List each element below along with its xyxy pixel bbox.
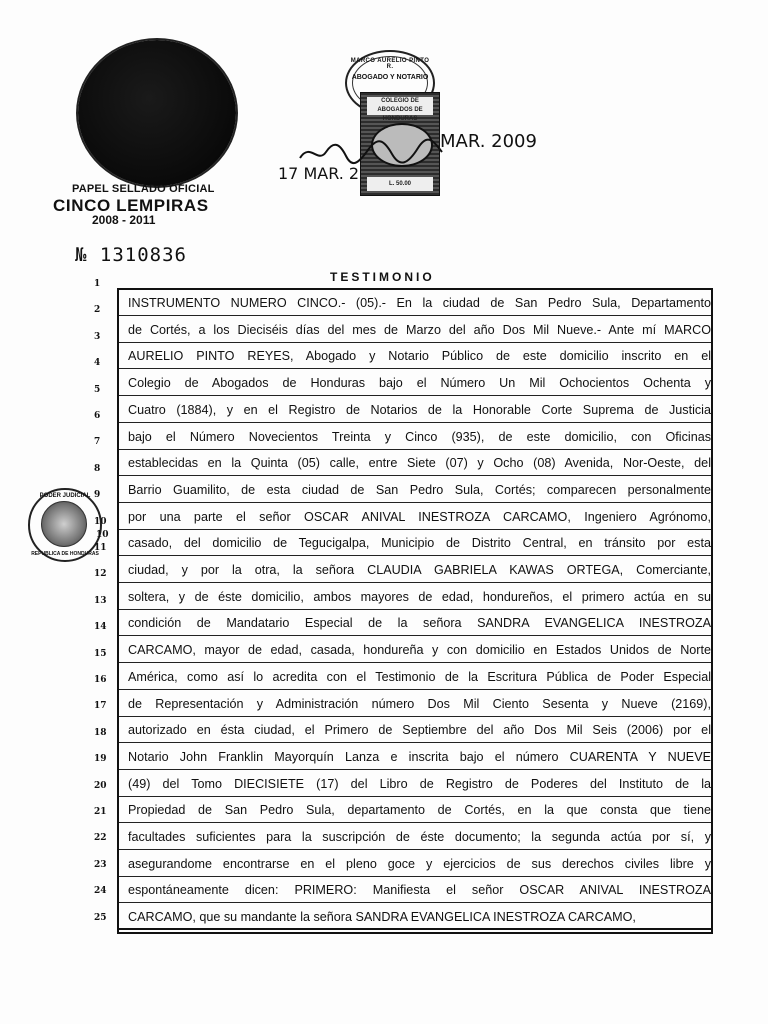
document-line: INSTRUMENTO NUMERO CINCO.- (05).- En la ciudad de San Pedro Sula, Departamento (119, 290, 711, 316)
line-number: 2 (94, 305, 101, 316)
colegio-stamp-bottom: L. 50.00 (367, 177, 433, 191)
line-number: 16 (94, 675, 107, 685)
document-line: CARCAMO, que su mandante la señora SANDRA EVANGELICA INESTROZA CARCAMO, (119, 904, 711, 930)
document-line: facultades suficientes para la suscripción de éste documento; la segunda actúa por sí, y (119, 824, 711, 850)
line-number: 24 (94, 886, 107, 897)
document-line: AURELIO PINTO REYES, Abogado y Notario Público de este domicilio inscrito en el (119, 343, 711, 369)
document-line: Notario John Franklin Mayorquín Lanza e inscrita bajo el número CUARENTA Y NUEVE (119, 744, 711, 770)
poder-seal-top-text: PODER JUDICIAL (39, 493, 91, 499)
document-line: asegurandome encontrarse en el pleno goce y ejercicios de sus derechos civiles libre y (119, 851, 711, 877)
line-number: 7 (94, 437, 101, 448)
document-line: (49) del Tomo DIECISIETE (17) del Libro de Registro de Poderes del Instituto de la (119, 771, 711, 797)
document-line: establecidas en la Quinta (05) calle, entre Siete (07) y Ocho (08) Avenida, Nor-Oeste, del (119, 450, 711, 476)
line-number: 10 (94, 516, 107, 527)
paper-amount: CINCO LEMPIRAS (53, 196, 209, 215)
line-number: 21 (94, 807, 107, 817)
document-line: espontáneamente dicen: PRIMERO: Manifiesta el señor OSCAR ANIVAL INESTROZA (119, 877, 711, 903)
line-number: 9 (94, 490, 101, 501)
line-number: 17 (94, 701, 107, 712)
paper-label: PAPEL SELLADO OFICIAL (72, 183, 215, 195)
document-line: autorizado en ésta ciudad, el Primero de Septiembre del año Dos Mil Seis (2006) por el (119, 717, 711, 743)
line-number: 14 (94, 622, 107, 633)
document-title: TESTIMONIO (330, 270, 435, 284)
line-number: 5 (94, 384, 101, 395)
document-body (117, 288, 713, 934)
stamp-date-partial: 17 MAR. 2 (278, 164, 360, 183)
document-line: condición de Mandatario Especial de la señora SANDRA EVANGELICA INESTROZA (119, 610, 711, 636)
line-number: 15 (94, 648, 107, 659)
document-line: Cuatro (1884), y en el Registro de Notarios de la Honorable Corte Suprema de Justicia (119, 397, 711, 423)
document-line: ciudad, y por la otra, la señora CLAUDIA GABRIELA KAWAS ORTEGA, Comerciante, (119, 557, 711, 583)
notary-stamp-ring-text: MARCO AURELIO PINTO R. (350, 58, 430, 70)
official-seal-image (78, 40, 236, 186)
line-number: 19 (94, 754, 107, 765)
document-line: bajo el Número Novecientos Treinta y Cinco (935), de este domicilio, con Oficinas (119, 424, 711, 450)
document-line: soltera, y de éste domicilio, ambos mayores de edad, hondureños, el primero actúa en su (119, 584, 711, 610)
document-line: casado, del domicilio de Tegucigalpa, Municipio de Distrito Central, en tránsito por esta (119, 530, 711, 556)
serial-number: № 1310836 (75, 244, 187, 266)
line-number: 6 (94, 411, 101, 421)
line-number: 4 (94, 358, 101, 369)
paper-years: 2008 - 2011 (92, 213, 156, 227)
notary-stamp-center-text: ABOGADO Y NOTARIO (351, 74, 429, 81)
colegio-stamp-top: COLEGIO DE ABOGADOS DE HONDURAS (367, 97, 433, 115)
line-number: 18 (94, 727, 107, 738)
poder-seal-number: 10 (96, 530, 109, 540)
document-line: Barrio Guamilito, de esta ciudad de San Pedro Sula, Cortés; comparecen personalmente (119, 477, 711, 503)
line-number: 22 (94, 833, 107, 844)
line-number: 23 (94, 859, 107, 870)
line-number: 12 (94, 569, 107, 580)
line-number: 13 (94, 595, 107, 606)
document-line: de Cortés, a los Dieciséis días del mes de Marzo del año Dos Mil Nueve.- Ante mí MARCO (119, 317, 711, 343)
document-line: por una parte el señor OSCAR ANIVAL INESTROZA CARCAMO, Ingeniero Agrónomo, (119, 504, 711, 530)
line-number: 25 (94, 912, 107, 923)
line-number: 11 (94, 543, 107, 553)
document-line: América, como así lo acredita con el Testimonio de la Escritura Pública de Poder Especial (119, 664, 711, 690)
line-number: 8 (94, 463, 101, 474)
line-number: 3 (94, 331, 101, 342)
document-line: Colegio de Abogados de Honduras bajo el Número Un Mil Ochocientos Ochenta y (119, 370, 711, 396)
stamp-date: MAR. 2009 (440, 131, 537, 152)
poder-seal-bottom-text: REPUBLICA DE HONDURAS (31, 551, 99, 557)
document-line: CARCAMO, mayor de edad, casada, hondureña y con domicilio en Estados Unidos de Norte (119, 637, 711, 663)
coat-of-arms-icon (41, 501, 87, 547)
document-line: Propiedad de San Pedro Sula, departamento de Cortés, en la que consta que tiene (119, 797, 711, 823)
document-line: de Representación y Administración número Dos Mil Ciento Sesenta y Nueve (2169), (119, 691, 711, 717)
poder-judicial-seal (28, 488, 102, 562)
line-number: 1 (94, 279, 101, 289)
line-number: 20 (94, 780, 107, 791)
